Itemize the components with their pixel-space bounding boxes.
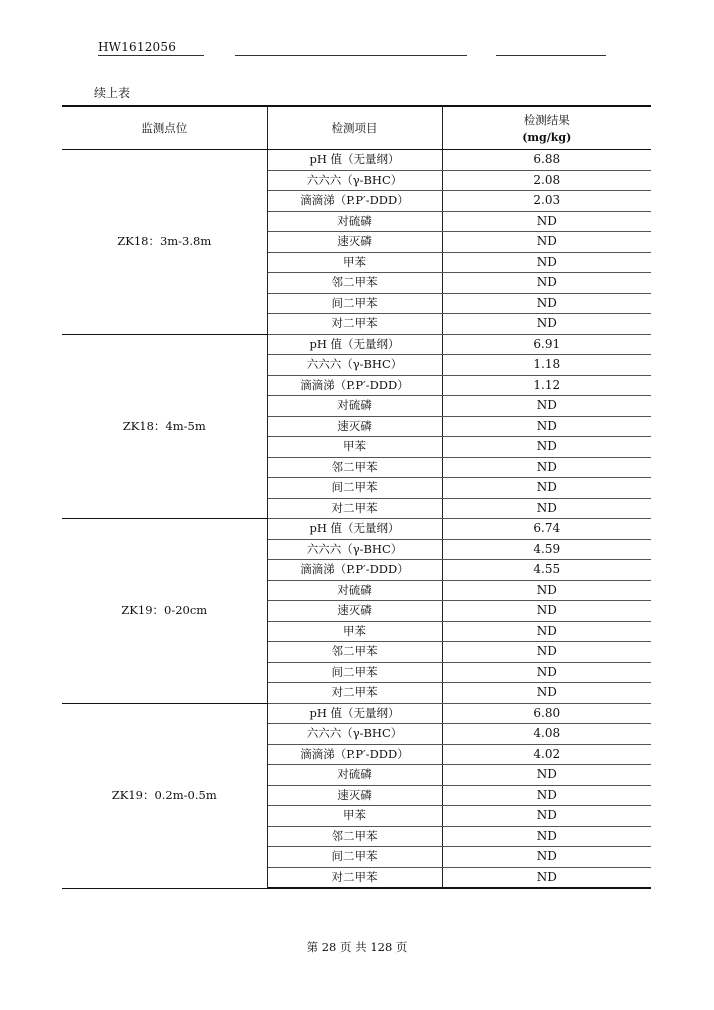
header-result-label: 检测结果 xyxy=(523,113,570,127)
test-item-cell: 滴滴涕（P.P′-DDD） xyxy=(267,560,442,581)
test-item-cell: pH 值（无量纲） xyxy=(267,703,442,724)
test-result-cell: ND xyxy=(442,601,651,622)
test-result-cell: ND xyxy=(442,621,651,642)
header-test-result xyxy=(442,106,651,150)
test-result-cell: 6.88 xyxy=(442,150,651,171)
test-result-cell: ND xyxy=(442,314,651,335)
test-item-cell: 滴滴涕（P.P′-DDD） xyxy=(267,375,442,396)
test-item-cell: 对硫磷 xyxy=(267,580,442,601)
table-body xyxy=(62,150,651,889)
test-item-cell: 邻二甲苯 xyxy=(267,457,442,478)
test-result-cell: ND xyxy=(442,437,651,458)
test-result-cell: 2.03 xyxy=(442,191,651,212)
test-item-cell: 邻二甲苯 xyxy=(267,273,442,294)
test-result-cell: ND xyxy=(442,765,651,786)
header-rule-middle xyxy=(235,55,467,56)
test-item-cell: 间二甲苯 xyxy=(267,847,442,868)
table-header-row xyxy=(62,106,651,150)
table-row xyxy=(62,519,651,540)
table-row xyxy=(62,334,651,355)
test-result-cell: ND xyxy=(442,457,651,478)
document-id: HW1612056 xyxy=(98,40,177,54)
test-item-cell: 邻二甲苯 xyxy=(267,642,442,663)
monitoring-point-cell: ZK19：0.2m-0.5m xyxy=(62,703,267,888)
header-rule-left xyxy=(98,55,204,56)
test-item-cell: 甲苯 xyxy=(267,806,442,827)
test-item-cell: 速灭磷 xyxy=(267,785,442,806)
test-item-cell: 对二甲苯 xyxy=(267,683,442,704)
test-item-cell: 甲苯 xyxy=(267,621,442,642)
test-result-cell: ND xyxy=(442,211,651,232)
test-item-cell: 滴滴涕（P.P′-DDD） xyxy=(267,744,442,765)
test-item-cell: 甲苯 xyxy=(267,252,442,273)
test-result-cell: ND xyxy=(442,273,651,294)
test-result-cell: ND xyxy=(442,806,651,827)
monitoring-point-cell: ZK18：3m-3.8m xyxy=(62,150,267,335)
test-result-cell: 6.74 xyxy=(442,519,651,540)
test-result-cell: 1.18 xyxy=(442,355,651,376)
continued-label: 续上表 xyxy=(94,86,131,100)
page-number: 第 28 页 共 128 页 xyxy=(306,940,408,954)
test-item-cell: pH 值（无量纲） xyxy=(267,519,442,540)
test-result-cell: 4.55 xyxy=(442,560,651,581)
test-result-cell: ND xyxy=(442,580,651,601)
test-item-cell: 间二甲苯 xyxy=(267,293,442,314)
test-result-cell: ND xyxy=(442,293,651,314)
header-test-item: 检测项目 xyxy=(267,106,442,150)
test-result-cell: ND xyxy=(442,396,651,417)
test-item-cell: 六六六（γ-BHC） xyxy=(267,355,442,376)
test-result-cell: ND xyxy=(442,642,651,663)
header-result-unit: (mg/kg) xyxy=(522,131,572,144)
test-item-cell: pH 值（无量纲） xyxy=(267,150,442,171)
test-result-cell: ND xyxy=(442,847,651,868)
test-result-cell: 1.12 xyxy=(442,375,651,396)
test-result-cell: 4.08 xyxy=(442,724,651,745)
test-item-cell: 对硫磷 xyxy=(267,211,442,232)
test-item-cell: 对二甲苯 xyxy=(267,867,442,888)
test-result-cell: ND xyxy=(442,498,651,519)
results-table xyxy=(62,105,651,889)
test-result-cell: 4.59 xyxy=(442,539,651,560)
test-item-cell: 对二甲苯 xyxy=(267,314,442,335)
test-item-cell: 邻二甲苯 xyxy=(267,826,442,847)
test-result-cell: ND xyxy=(442,232,651,253)
test-result-cell: ND xyxy=(442,478,651,499)
header-rule-right xyxy=(496,55,606,56)
test-result-cell: ND xyxy=(442,867,651,888)
test-result-cell: ND xyxy=(442,662,651,683)
test-item-cell: 甲苯 xyxy=(267,437,442,458)
test-item-cell: 滴滴涕（P.P′-DDD） xyxy=(267,191,442,212)
test-item-cell: pH 值（无量纲） xyxy=(267,334,442,355)
test-result-cell: 2.08 xyxy=(442,170,651,191)
test-result-cell: ND xyxy=(442,826,651,847)
test-item-cell: 六六六（γ-BHC） xyxy=(267,539,442,560)
test-item-cell: 速灭磷 xyxy=(267,416,442,437)
table-row xyxy=(62,150,651,171)
test-result-cell: ND xyxy=(442,252,651,273)
monitoring-point-cell: ZK18：4m-5m xyxy=(62,334,267,519)
test-result-cell: ND xyxy=(442,683,651,704)
test-result-cell: ND xyxy=(442,785,651,806)
test-result-cell: ND xyxy=(442,416,651,437)
test-result-cell: 4.02 xyxy=(442,744,651,765)
monitoring-point-cell: ZK19：0-20cm xyxy=(62,519,267,704)
test-item-cell: 六六六（γ-BHC） xyxy=(267,724,442,745)
test-item-cell: 间二甲苯 xyxy=(267,662,442,683)
test-item-cell: 速灭磷 xyxy=(267,601,442,622)
test-item-cell: 速灭磷 xyxy=(267,232,442,253)
test-item-cell: 对硫磷 xyxy=(267,765,442,786)
header-monitoring-point: 监测点位 xyxy=(62,106,267,150)
test-item-cell: 对硫磷 xyxy=(267,396,442,417)
test-result-cell: 6.91 xyxy=(442,334,651,355)
test-item-cell: 六六六（γ-BHC） xyxy=(267,170,442,191)
test-item-cell: 间二甲苯 xyxy=(267,478,442,499)
test-item-cell: 对二甲苯 xyxy=(267,498,442,519)
test-result-cell: 6.80 xyxy=(442,703,651,724)
table-row xyxy=(62,703,651,724)
